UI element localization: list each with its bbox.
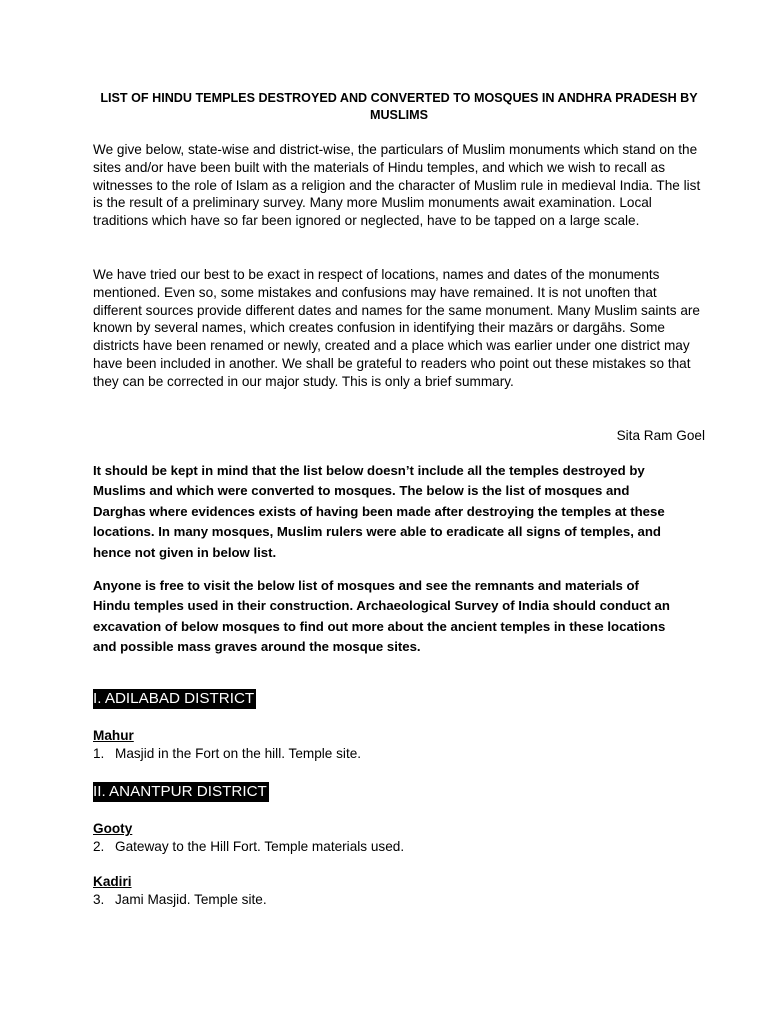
note-paragraph: It should be kept in mind that the list below doesn’t include all the temples destroyed by Muslims and which were converted to mosques. The below is the list of mosques and Darghas where evidences exists of having been made after destroying the temples at these locations. In many mosques, Muslim rulers were able to eradicate all signs of temples, and hence not given in below list. <box>93 463 665 560</box>
place-name: Gooty <box>93 821 133 836</box>
place-name: Kadiri <box>93 874 132 889</box>
author-signature: Sita Ram Goel <box>616 428 705 443</box>
list-item-number: 3. <box>93 892 105 907</box>
list-item-text: Gateway to the Hill Fort. Temple materials used. <box>115 839 405 854</box>
intro-paragraph: We give below, state-wise and district-wise, the particulars of Muslim monuments which stand on the sites and/or have been built with the materials of Hindu temples, and which we wish to recall as witnesses to the role of Islam as a religion and the character of Muslim rule in medieval India. The list is the result of a preliminary survey. Many more Muslim monuments await examination. Local traditions which have so far been ignored or neglected, have to be tapped on a large scale. <box>93 142 701 229</box>
place-name: Mahur <box>93 728 134 743</box>
intro-paragraph: We have tried our best to be exact in respect of locations, names and dates of the monuments mentioned. Even so, some mistakes and confusions may have remained. It is not unoften that different sources provide different dates and names for the same monument. Many Muslim saints are known by several names, which creates confusion in identifying their mazārs or dargāhs. Some districts have been renamed or newly, created and a place which was earlier under one district may have been included in another. We shall be grateful to readers who point out these mistakes so that they can be corrected in our major study. This is only a brief summary. <box>93 267 700 389</box>
list-item-text: Jami Masjid. Temple site. <box>115 892 267 907</box>
district-heading: II. ANANTPUR DISTRICT <box>93 783 267 800</box>
list-item-number: 2. <box>93 839 105 854</box>
document-title: LIST OF HINDU TEMPLES DESTROYED AND CONVERTED TO MOSQUES IN ANDHRA PRADESH BY MUSLIMS <box>100 91 698 122</box>
list-item <box>93 838 404 856</box>
list-item-number: 1. <box>93 746 105 761</box>
district-heading: I. ADILABAD DISTRICT <box>93 690 255 707</box>
note-paragraph: Anyone is free to visit the below list of mosques and see the remnants and materials of Hindu temples used in their construction. Archaeological Survey of India should conduct an excavation of below mosques to find out more about the ancient temples in these locations and possible mass graves around the mosque sites. <box>93 578 670 655</box>
list-item <box>93 745 361 763</box>
list-item <box>93 891 267 909</box>
list-item-text: Masjid in the Fort on the hill. Temple site. <box>115 746 362 761</box>
